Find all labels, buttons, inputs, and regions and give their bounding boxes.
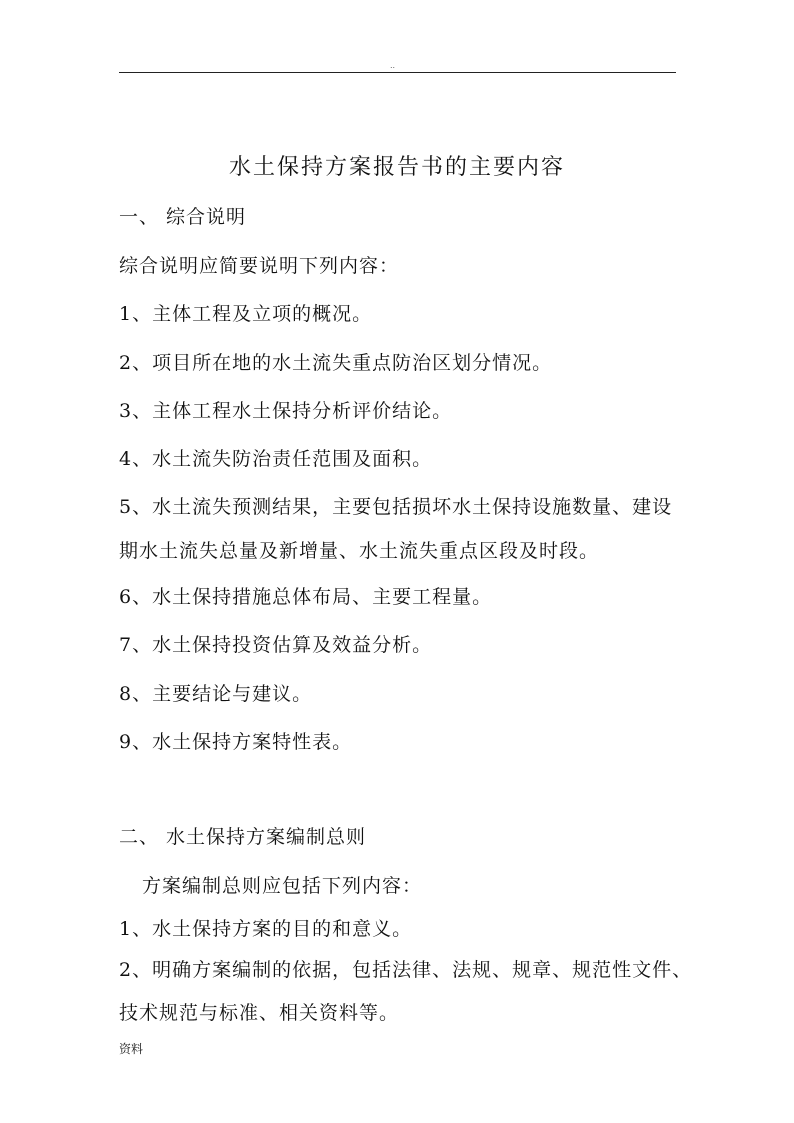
- section2-intro: 方案编制总则应包括下列内容：: [142, 875, 423, 897]
- section1-heading: 一、 综合说明: [119, 206, 247, 228]
- footer-label: 资料: [119, 1042, 144, 1056]
- header-rule: [119, 72, 676, 73]
- section1-item: 期水土流失总量及新增量、水土流失重点区段及时段。: [119, 540, 600, 562]
- section1-item: 6、水土保持措施总体布局、主要工程量。: [119, 586, 493, 608]
- section1-item: 8、主要结论与建议。: [119, 683, 313, 705]
- section1-item: 3、主体工程水土保持分析评价结论。: [119, 400, 453, 422]
- section2-item: 2、明确方案编制的依据，包括法律、法规、规章、规范性文件、: [119, 959, 693, 981]
- header-mark: ..: [390, 61, 396, 70]
- section2-item: 1、水土保持方案的目的和意义。: [119, 918, 413, 940]
- section1-intro: 综合说明应简要说明下列内容：: [119, 255, 400, 277]
- section1-item: 9、水土保持方案特性表。: [119, 731, 353, 753]
- section2-heading: 二、 水土保持方案编制总则: [119, 826, 367, 848]
- section1-item: 7、水土保持投资估算及效益分析。: [119, 634, 433, 656]
- section2-item: 技术规范与标准、相关资料等。: [119, 1002, 400, 1024]
- section1-item: 2、项目所在地的水土流失重点防治区划分情况。: [119, 352, 553, 374]
- section1-item: 4、水土流失防治责任范围及面积。: [119, 448, 433, 470]
- page-title: 水土保持方案报告书的主要内容: [228, 155, 565, 180]
- section1-item: 5、水土流失预测结果，主要包括损坏水土保持设施数量、建设: [119, 496, 673, 518]
- section1-item: 1、主体工程及立项的概况。: [119, 303, 373, 325]
